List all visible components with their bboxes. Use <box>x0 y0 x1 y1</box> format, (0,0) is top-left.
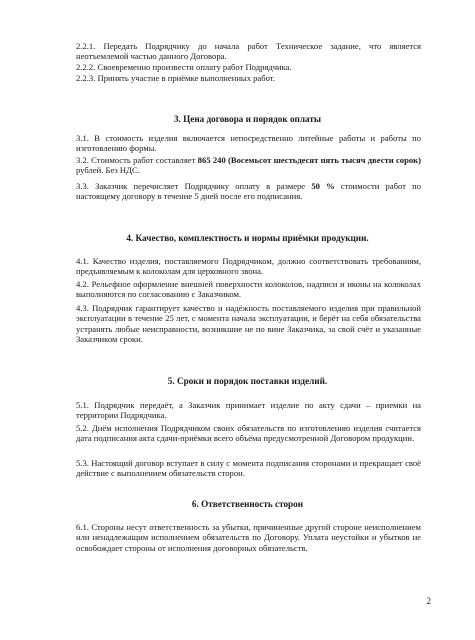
page-number: 2 <box>426 596 431 606</box>
section-6-heading: 6. Ответственность сторон <box>191 499 304 509</box>
clause-2-2-3: 2.2.3. Принять участие в приёмке выполненных работ. <box>76 73 276 83</box>
clause-2-2-1: 2.2.1. Передать Подрядчику до начала работ Техническое задание, что является неотъемлемой частью данного Договора. <box>76 41 421 62</box>
section-5-heading: 5. Сроки и порядок поставки изделий. <box>167 376 328 386</box>
clause-4-3: 4.3. Подрядчик гарантирует качество и надёжность поставляемого изделия при правильной эксплуатации в течение 25 лет, с момента начала эксплуатации, и берёт на себя обязательства устранять любые неисправности, возникшие не по вине Заказчика, за свой счёт и указанные Заказчиком сроки. <box>76 303 421 345</box>
clause-5-2: 5.2. Днём исполнения Подрядчиком своих обязательств по изготовлению изделия считается дата подписания акта сдачи-приёмки всего объёма предусмотренной Договором продукции. <box>76 423 421 444</box>
clause-2-2-2: 2.2.2. Своевременно произвести оплату работ Подрядчика. <box>76 62 292 72</box>
contract-price: 865 240 (Восемьсот шестьдесят пять тысяч двести сорок) <box>197 155 421 165</box>
section-3-heading: 3. Цена договора и порядок оплаты <box>173 114 322 124</box>
clause-3-1: 3.1. В стоимость изделия включается непосредственно литейные работы и работы по изготовлению формы. <box>76 133 421 154</box>
clause-3-2: 3.2. Стоимость работ составляет 865 240 (Восемьсот шестьдесят пять тысяч двести сорок) рублей. Без НДС. <box>76 155 421 176</box>
clause-3-3: 3.3. Заказчик перечисляет Подрядчику оплату в размере 50 % стоимости работ по настоящему договору в течение 5 дней после его подписания. <box>76 181 422 202</box>
prepayment-percent: 50 % <box>311 181 335 191</box>
clause-4-1: 4.1. Качество изделия, поставляемого Подрядчиком, должно соответствовать требованиям, предъявляемым к колоколам для церковного звона. <box>76 256 421 277</box>
clause-5-1: 5.1. Подрядчик передаёт, а Заказчик принимает изделие по акту сдачи – приемки на территории Подрядчика. <box>76 400 421 421</box>
clause-6-1: 6.1. Стороны несут ответственность за убытки, причиненные другой стороне неисполнением или ненадлежащим исполнением обязательств по Договору. Уплата неустойки и убытков не освобождает стороны от исполнения договорных обязательств. <box>76 522 421 553</box>
clause-5-3: 5.3. Настоящий договор вступает в силу с момента подписания сторонами и прекращает своё действие с выполнением обязательств сторон. <box>76 458 421 479</box>
clause-4-2: 4.2. Рельефное оформление внешней поверхности колоколов, надписи и иконы на колоколах выполняются по согласованию с Заказчиком. <box>76 279 421 300</box>
section-4-heading: 4. Качество, комплектность и нормы приёмки продукции. <box>126 233 369 243</box>
